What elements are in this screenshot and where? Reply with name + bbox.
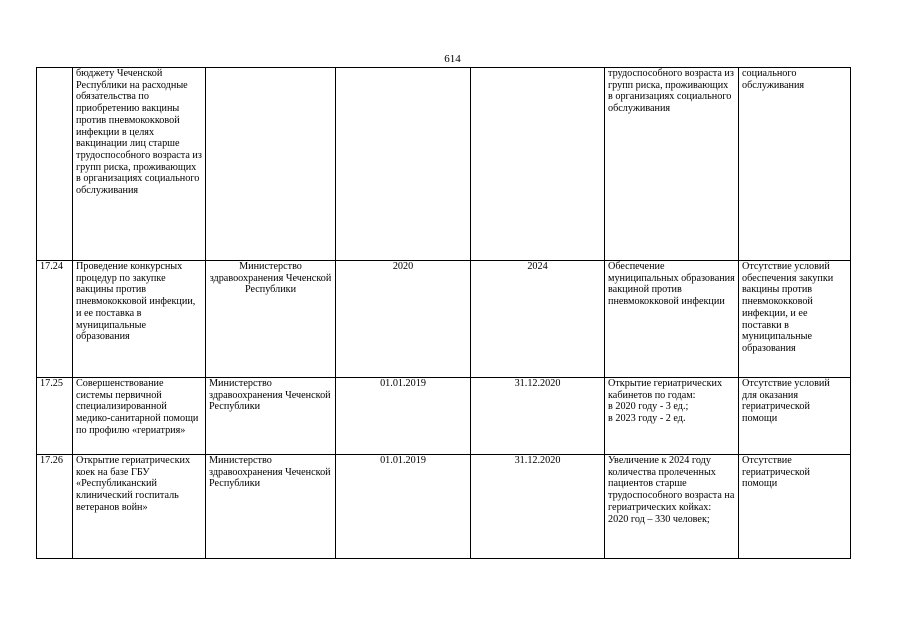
start-date-cell: 01.01.2019 bbox=[336, 378, 471, 455]
start-date-cell: 2020 bbox=[336, 261, 471, 378]
row-number bbox=[37, 68, 73, 261]
table-row bbox=[37, 455, 851, 559]
consequence-cell: социального обслуживания bbox=[739, 68, 851, 261]
responsible-cell: Министерство здравоохранения Чеченской Республики bbox=[206, 455, 336, 559]
result-cell bbox=[605, 455, 739, 559]
page-number: 614 bbox=[444, 53, 461, 65]
table-row bbox=[37, 68, 851, 261]
result-cell: трудоспособного возраста из групп риска, проживающих в организациях социального обслуживания bbox=[605, 68, 739, 261]
row-number: 17.26 bbox=[37, 455, 73, 559]
consequence-cell: Отсутствие условий для оказания гериатрической помощи bbox=[739, 378, 851, 455]
end-date-cell bbox=[471, 68, 605, 261]
result-line: 2020 год – 330 человек; bbox=[608, 513, 710, 525]
action-cell: Совершенствование системы первичной специализированной медико-санитарной помощи по профилю «гериатрия» bbox=[73, 378, 206, 455]
responsible-cell: Министерство здравоохранения Чеченской Республики bbox=[206, 378, 336, 455]
result-cell bbox=[605, 378, 739, 455]
consequence-cell: Отсутствие гериатрической помощи bbox=[739, 455, 851, 559]
result-cell: Обеспечение муниципальных образования вакциной против пневмококковой инфекции bbox=[605, 261, 739, 378]
start-date-cell bbox=[336, 68, 471, 261]
start-date-cell: 01.01.2019 bbox=[336, 455, 471, 559]
end-date-cell: 2024 bbox=[471, 261, 605, 378]
end-date-cell: 31.12.2020 bbox=[471, 455, 605, 559]
action-cell: Проведение конкурсных процедур по закупке вакцины против пневмококковой инфекции, и ее поставка в муниципальные образования bbox=[73, 261, 206, 378]
document-table bbox=[36, 67, 851, 559]
row-number: 17.25 bbox=[37, 378, 73, 455]
table-row bbox=[37, 261, 851, 378]
row-number: 17.24 bbox=[37, 261, 73, 378]
result-line: Увеличение к 2024 году количества пролеченных пациентов старше трудоспособного возраста на гериатрических койках: bbox=[608, 455, 735, 513]
action-cell: бюджету Чеченской Республики на расходные обязательства по приобретению вакцины против пневмококковой инфекции в целях вакцинации лиц старше трудоспособного возраста из групп риска, проживающих в организациях социального обслуживания bbox=[73, 68, 206, 261]
end-date-cell: 31.12.2020 bbox=[471, 378, 605, 455]
responsible-cell bbox=[206, 68, 336, 261]
result-line: в 2020 году - 3 ед.; bbox=[608, 401, 689, 413]
responsible-cell: Министерство здравоохранения Чеченской Республики bbox=[206, 261, 336, 378]
table-row bbox=[37, 378, 851, 455]
action-cell: Открытие гериатрических коек на базе ГБУ «Республиканский клинический госпиталь ветеранов войн» bbox=[73, 455, 206, 559]
result-line: в 2023 году - 2 ед. bbox=[608, 413, 686, 425]
consequence-cell: Отсутствие условий обеспечения закупки вакцины против пневмококковой инфекции, и ее поставки в муниципальные образования bbox=[739, 261, 851, 378]
result-line: Открытие гериатрических кабинетов по годам: bbox=[608, 378, 723, 401]
